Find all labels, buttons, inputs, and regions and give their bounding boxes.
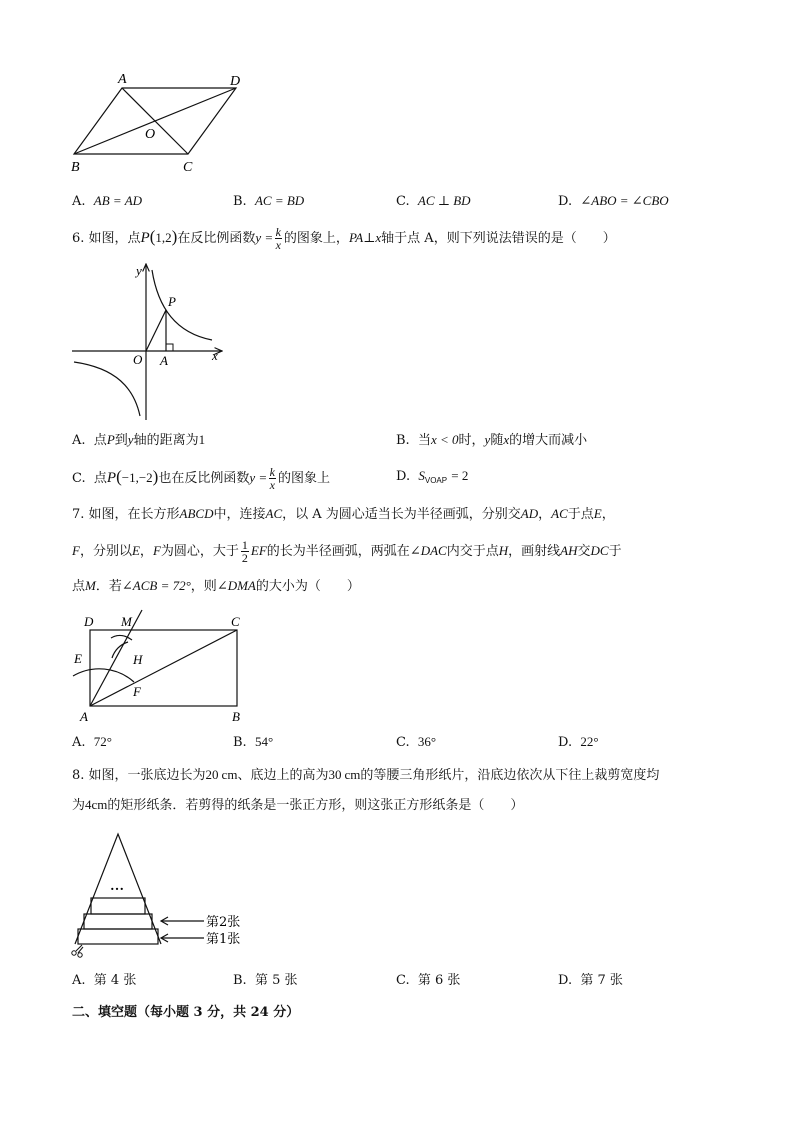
q6-option-a[interactable]: A. 点P到y轴的距离为1 (72, 432, 206, 448)
q7-stem-line-3: 点M．若∠ACB = 72°，则∠DMA的大小为（ ） (72, 578, 360, 594)
axis-label-x: x (212, 348, 218, 363)
hyperbola-figure (66, 258, 236, 424)
label-strip-2: 第2张 (206, 915, 241, 930)
right-angle-mark (166, 344, 173, 351)
point-label-b: B (232, 709, 240, 724)
point-label-c: C (231, 614, 240, 629)
point-label-a: A (118, 72, 127, 87)
q8-stem-line-2: 为4cm的矩形纸条．若剪得的纸条是一张正方形，则这张正方形纸条是（ ） (72, 797, 524, 813)
q7-stem-line-2: F，分别以E，F为圆心，大于 $\frac{1}{2}$ EF的长为半径画弧，两弧在∠DAC内交于点H，画射线AH交DC于 (72, 538, 622, 565)
q8-option-d[interactable]: D. 第 7 张 (558, 973, 623, 988)
arc-center-e (111, 635, 132, 640)
strip-2 (84, 914, 152, 929)
section-heading-fill-in: 二、填空题（每小题 3 分，共 24 分） (72, 1005, 300, 1020)
q8-option-a[interactable]: A. 第 4 张 (72, 973, 137, 988)
q5-option-a[interactable]: A. AB = AD (72, 193, 143, 209)
point-label-f: F (133, 684, 141, 699)
q5-option-d[interactable]: D. ∠ABO = ∠CBO (558, 193, 669, 209)
point-label-c: C (183, 160, 193, 175)
diagonal-ac (90, 630, 237, 706)
parallelogram-figure (66, 68, 256, 180)
q7-option-d[interactable]: D. 22° (558, 734, 599, 750)
hyperbola-branch-left (74, 362, 140, 416)
point-label-e: E (74, 651, 82, 666)
q7-option-c[interactable]: C. 36° (396, 734, 437, 750)
strip-1 (78, 929, 158, 944)
q8-option-b[interactable]: B. 第 5 张 (233, 973, 298, 988)
q5-option-b[interactable]: B. AC = BD (233, 193, 305, 209)
point-label-o: O (145, 127, 156, 142)
q8-stem-line-1: 8. 如图，一张底边长为20 cm、底边上的高为30 cm的等腰三角形纸片，沿底边依次从下往上裁剪宽度均 (72, 767, 660, 783)
label-strip-1: 第1张 (206, 932, 241, 947)
q6-option-b[interactable]: B. 当x < 0时，y随x的增大而减小 (396, 432, 588, 448)
q7-option-b[interactable]: B. 54° (233, 734, 274, 750)
scissors-icon (72, 945, 83, 957)
rectangle-figure (66, 608, 256, 726)
triangle-strips-figure (66, 828, 241, 962)
q7-option-a[interactable]: A. 72° (72, 734, 112, 750)
q8-option-c[interactable]: C. 第 6 张 (396, 973, 461, 988)
strip-3 (91, 898, 145, 914)
point-label-h: H (133, 652, 143, 667)
q6-stem: 6. 如图，点P(1,2)在反比例函数y = $\frac{k}{x}$ 的图象上，PA⊥x轴于点 A，则下列说法错误的是（ ） (72, 225, 616, 252)
point-label-p: P (168, 294, 176, 309)
q6-option-c[interactable]: C. 点P(−1,−2)也在反比例函数y = $\frac{k}{x}$ 的图象上 (72, 465, 330, 492)
point-label-o: O (133, 352, 143, 367)
point-label-m: M (121, 614, 132, 629)
point-label-d: D (84, 614, 94, 629)
hyperbola-branch-right (152, 270, 212, 340)
axis-label-y: y (136, 263, 142, 278)
q6-option-d[interactable]: D. $S_{VOAP} = 2$ (396, 468, 469, 485)
ellipsis-mark: … (110, 879, 124, 894)
segment-op (146, 310, 166, 351)
point-label-b: B (71, 160, 80, 175)
point-label-a: A (160, 353, 168, 368)
q7-stem-line-1: 7. 如图，在长方形ABCD中，连接AC，以 A 为圆心适当长为半径画弧，分别交AD，AC于点E， (72, 506, 615, 522)
point-label-d: D (230, 74, 241, 89)
point-label-a: A (80, 709, 88, 724)
q5-option-c[interactable]: C. AC ⊥ BD (396, 193, 471, 209)
